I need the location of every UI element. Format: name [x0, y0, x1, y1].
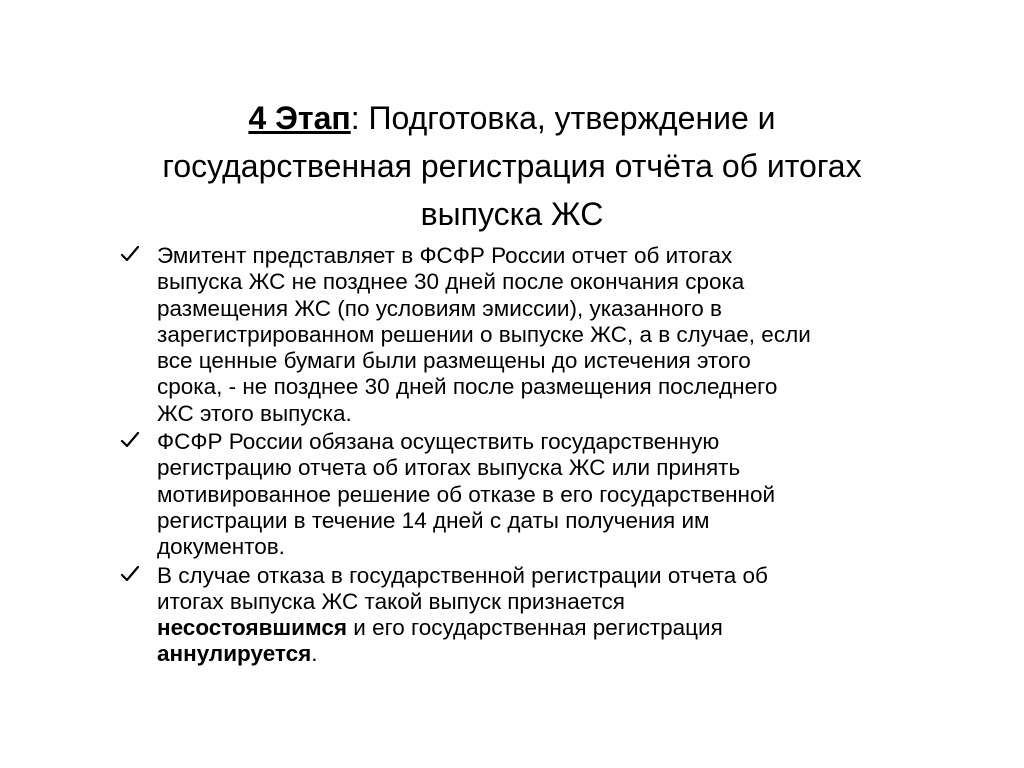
title-separator: :	[350, 100, 360, 136]
bullet-1-line-7: ЖС этого выпуска.	[157, 400, 352, 426]
bullet-2-line-2: регистрацию отчета об итогах выпуска ЖС или принять	[157, 455, 741, 481]
bullet-item-2	[118, 429, 968, 560]
bullet-1-line-4: зарегистрированном решении о выпуске ЖС, а в случае, если	[157, 321, 811, 347]
bullet-2-line-4: регистрации в течение 14 дней с даты получения им	[157, 507, 710, 533]
bullet-3-line-3: и его государственная регистрация	[347, 615, 723, 641]
bullet-2-line-5: документов.	[157, 534, 285, 560]
bullet-1-line-6: срока, - не позднее 30 дней после размещения последнего	[157, 374, 778, 400]
check-mark-icon	[120, 564, 140, 584]
check-mark-icon	[120, 244, 140, 264]
bullet-1-line-3: размещения ЖС (по условиям эмиссии), указанного в	[157, 295, 722, 321]
title-line-2: государственная регистрация отчёта об итогах	[162, 148, 862, 184]
bullet-3-line-4: .	[311, 641, 318, 667]
bullet-3-bold-term-1: несостоявшимся	[157, 615, 347, 641]
slide-title	[90, 94, 934, 238]
title-line-1: Подготовка, утверждение и	[359, 100, 776, 136]
bullet-list	[118, 243, 968, 670]
bullet-item-3	[118, 563, 968, 668]
bullet-2-line-3: мотивированное решение об отказе в его государственной	[157, 481, 776, 507]
bullet-3-bold-term-2: аннулируется	[157, 641, 312, 667]
bullet-2-line-1: ФСФР России обязана осуществить государственную	[157, 429, 720, 455]
check-mark-icon	[120, 430, 140, 450]
title-stage-label: 4 Этап	[248, 100, 351, 136]
bullet-1-line-2: выпуска ЖС не позднее 30 дней после окончания срока	[157, 269, 745, 295]
title-line-3: выпуска ЖС	[420, 196, 604, 232]
bullet-3-line-2: итогах выпуска ЖС такой выпуск признается	[157, 588, 625, 614]
bullet-3-line-1: В случае отказа в государственной регистрации отчета об	[157, 562, 768, 588]
bullet-item-1	[118, 243, 968, 427]
bullet-1-line-5: все ценные бумаги были размещены до истечения этого	[157, 348, 751, 374]
bullet-1-line-1: Эмитент представляет в ФСФР России отчет об итогах	[157, 243, 733, 268]
